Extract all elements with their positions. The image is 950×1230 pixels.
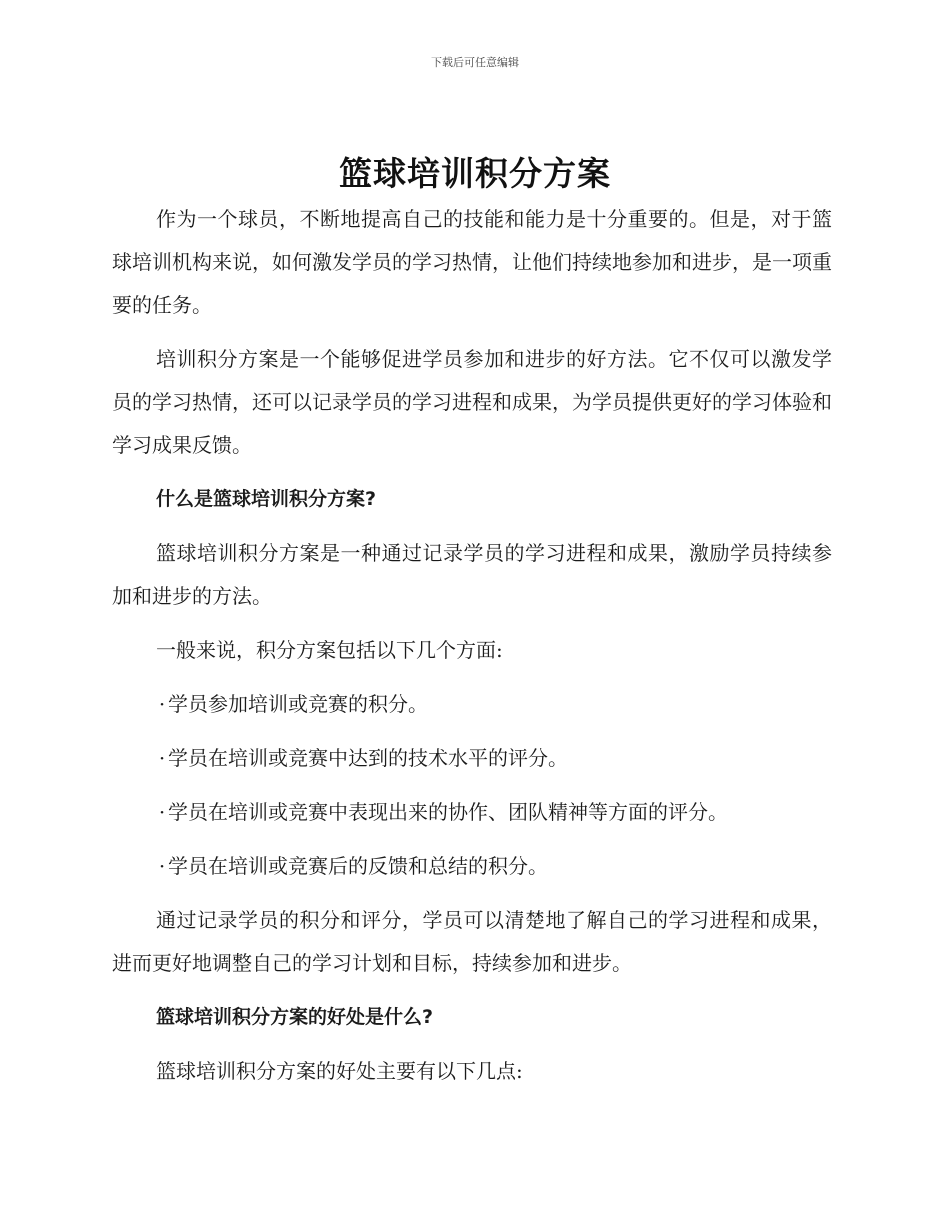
list-item-text: 学员在培训或竞赛中达到的技术水平的评分。 — [168, 746, 568, 770]
paragraph-benefits-intro: 篮球培训积分方案的好处主要有以下几点: — [156, 1059, 523, 1083]
paragraph-aspects-intro: 一般来说，积分方案包括以下几个方面: — [156, 638, 503, 662]
paragraph-definition: 篮球培训积分方案是一种通过记录学员的学习进程和成果，激励学员持续参加和进步的方法。 — [112, 541, 832, 608]
bullet-icon: · — [158, 800, 166, 824]
bullet-icon: · — [158, 746, 166, 770]
list-item-text: 学员在培训或竞赛中表现出来的协作、团队精神等方面的评分。 — [168, 800, 728, 824]
document-title: 篮球培训积分方案 — [339, 154, 611, 193]
list-item — [112, 683, 832, 726]
list-item — [112, 791, 832, 834]
paragraph-benefit-summary: 通过记录学员的积分和评分，学员可以清楚地了解自己的学习进程和成果，进而更好地调整自己的学习计划和目标，持续参加和进步。 — [112, 908, 832, 975]
list-item-text: 学员参加培训或竞赛的积分。 — [168, 692, 428, 716]
list-item — [112, 845, 832, 888]
header-note: 下载后可任意编辑 — [431, 56, 519, 69]
section-heading-benefits: 篮球培训积分方案的好处是什么? — [156, 1006, 434, 1028]
bullet-icon: · — [158, 854, 166, 878]
list-item — [112, 737, 832, 780]
bullet-icon: · — [158, 692, 166, 716]
paragraph-method: 培训积分方案是一个能够促进学员参加和进步的好方法。它不仅可以激发学员的学习热情，还可以记录学员的学习进程和成果，为学员提供更好的学习体验和学习成果反馈。 — [112, 347, 832, 457]
section-heading-what: 什么是篮球培训积分方案? — [156, 488, 377, 510]
document-body — [112, 198, 832, 1104]
paragraph-intro: 作为一个球员，不断地提高自己的技能和能力是十分重要的。但是，对于篮球培训机构来说，如何激发学员的学习热情，让他们持续地参加和进步，是一项重要的任务。 — [112, 207, 832, 317]
list-item-text: 学员在培训或竞赛后的反馈和总结的积分。 — [168, 854, 548, 878]
